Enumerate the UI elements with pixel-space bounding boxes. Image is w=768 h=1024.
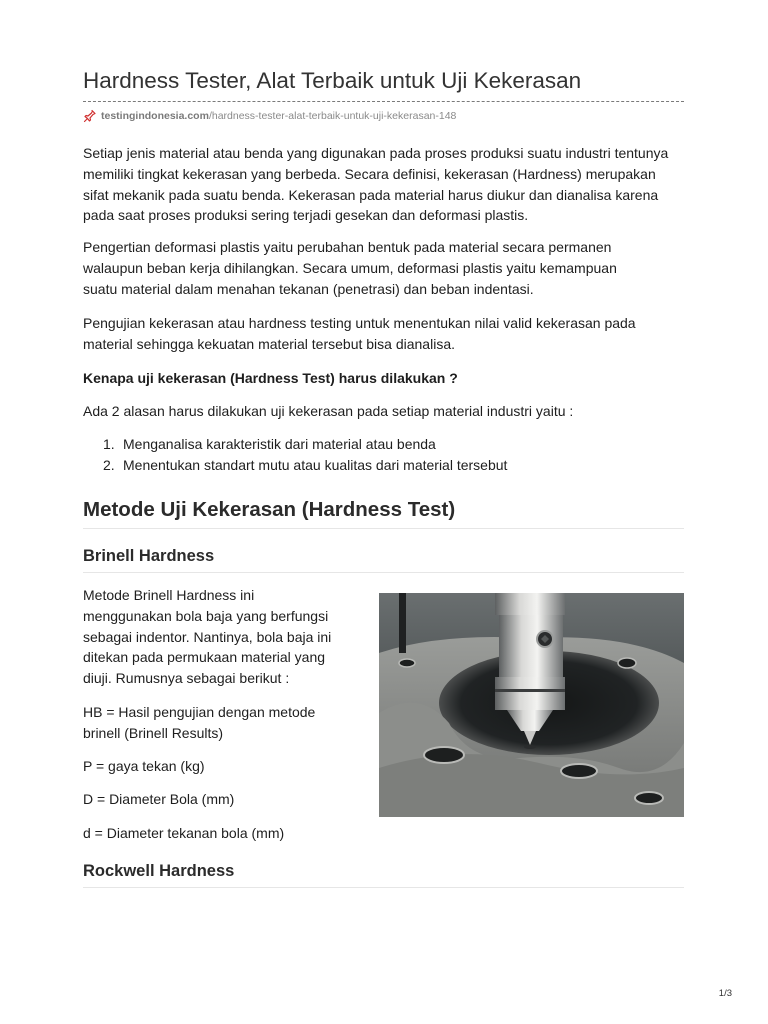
reasons-list — [83, 434, 507, 476]
list-item — [83, 434, 507, 455]
map-pin-icon — [83, 109, 97, 123]
list-item-number: 1. — [103, 436, 115, 452]
brinell-line: diuji. Rumusnya sebagai berikut : — [83, 670, 290, 687]
brinell-line: sebagai indentor. Nantinya, bola baja ini — [83, 628, 332, 645]
intro-paragraph-3: Pengujian kekerasan atau hardness testing untuk menentukan nilai valid kekerasan pada material sehingga kekuatan material tersebut bisa dianalisa. — [83, 315, 636, 352]
page-title: Hardness Tester, Alat Terbaik untuk Uji Kekerasan — [83, 68, 582, 93]
hardness-tester-photo — [379, 593, 684, 817]
title-divider — [83, 101, 684, 102]
formula-d: d = Diameter tekanan bola (mm) — [83, 825, 285, 841]
formula-p: P = gaya tekan (kg) — [83, 758, 205, 774]
source-domain: testingindonesia.com — [101, 110, 209, 122]
subheading-divider — [83, 572, 684, 573]
brinell-line: Metode Brinell Hardness ini — [83, 587, 255, 603]
source-path: /hardness-tester-alat-terbaik-untuk-uji-kekerasan-148 — [208, 110, 457, 122]
brinell-line: ditekan pada permukaan material yang — [83, 649, 326, 666]
list-item-text: Menentukan standart mutu atau kualitas dari material tersebut — [123, 457, 508, 473]
section-heading-methods: Metode Uji Kekerasan (Hardness Test) — [83, 498, 456, 521]
list-item-text: Menganalisa karakteristik dari material atau benda — [123, 436, 436, 452]
formula-hb — [83, 702, 315, 744]
formula-hb-line: HB = Hasil pengujian dengan metode — [83, 704, 316, 720]
source-link[interactable] — [83, 108, 456, 124]
intro-paragraph-2: Pengertian deformasi plastis yaitu perubahan bentuk pada material secara permanen walaupun beban kerja dihilangkan. Secara umum, deformasi plastis yaitu kemampuan suatu material dalam menahan tekanan (penetrasi) dan beban indentasi. — [83, 239, 617, 297]
source-url[interactable] — [101, 110, 456, 122]
list-item-number: 2. — [103, 457, 115, 473]
formula-hb-line: brinell (Brinell Results) — [83, 724, 224, 741]
list-item — [83, 455, 507, 476]
brinell-line: menggunakan bola baja yang berfungsi — [83, 607, 329, 624]
formula-D: D = Diameter Bola (mm) — [83, 791, 235, 807]
section-divider — [83, 528, 684, 529]
subheading-divider — [83, 887, 684, 888]
question-heading: Kenapa uji kekerasan (Hardness Test) harus dilakukan ? — [83, 370, 458, 386]
brinell-description — [83, 585, 331, 689]
reasons-intro: Ada 2 alasan harus dilakukan uji kekerasan pada setiap material industri yaitu : — [83, 403, 574, 419]
subheading-rockwell: Rockwell Hardness — [83, 862, 235, 880]
intro-paragraph-1: Setiap jenis material atau benda yang digunakan pada proses produksi suatu industri tentunya memiliki tingkat kekerasan yang berbeda. Secara definisi, kekerasan (Hardness) merupakan sifat mekanik pada suatu benda. Kekerasan pada material harus diukur dan dianalisa karena pada saat proses produksi sering terjadi gesekan dan deformasi plastis. — [83, 145, 669, 224]
page-number: 1/3 — [718, 988, 732, 999]
subheading-brinell: Brinell Hardness — [83, 547, 215, 565]
